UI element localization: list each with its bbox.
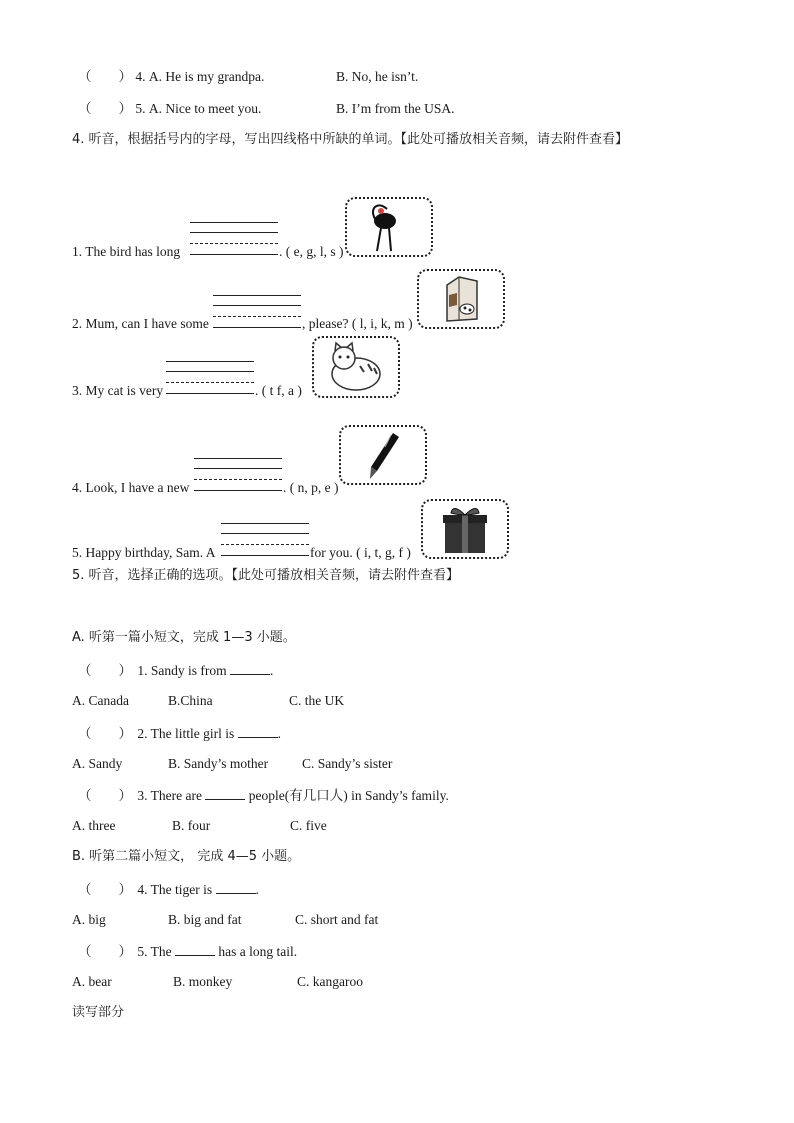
- question-1-option-c[interactable]: C. the UK: [289, 693, 345, 708]
- question-5-option-c[interactable]: C. kangaroo: [297, 974, 363, 989]
- answer-blank[interactable]: [230, 661, 270, 675]
- answer-paren[interactable]: （ ）: [78, 101, 132, 116]
- top-item-4-option-b: B. No, he isn’t.: [336, 69, 419, 84]
- question-3-option-a[interactable]: A. three: [72, 818, 116, 833]
- answer-blank[interactable]: [205, 786, 245, 800]
- item-number: 5.: [135, 101, 146, 116]
- question-stem: 2. The little girl is: [137, 726, 235, 741]
- answer-paren[interactable]: （ ）: [78, 788, 132, 803]
- top-item-5-option-b: B. I’m from the USA.: [336, 101, 455, 116]
- option-a: A. Nice to meet you.: [148, 101, 262, 116]
- question-3-option-b[interactable]: B. four: [172, 818, 211, 833]
- answer-blank[interactable]: [238, 724, 278, 738]
- question-stem: 4. The tiger is: [137, 882, 213, 897]
- question-4: [78, 880, 259, 899]
- question-5-option-b[interactable]: B. monkey: [173, 974, 233, 989]
- question-1-option-a[interactable]: A. Canada: [72, 693, 129, 708]
- item-number: 4.: [135, 69, 146, 84]
- milk-carton-picture: [417, 269, 505, 329]
- four-line-grid-2[interactable]: [213, 295, 301, 329]
- four-line-grid-5[interactable]: [221, 523, 309, 557]
- question-3-option-c[interactable]: C. five: [290, 818, 327, 833]
- four-line-grid-4[interactable]: [194, 458, 282, 492]
- section-4-title: 4. 听音，根据括号内的字母，写出四线格中所缺的单词。【此处可播放相关音频，请去附件查看】: [72, 132, 629, 147]
- top-item-5: [78, 100, 261, 118]
- fill-item-1-after: . ( e, g, l, s ): [279, 244, 344, 259]
- fat-cat-icon: [314, 338, 398, 396]
- question-4-option-b[interactable]: B. big and fat: [168, 912, 242, 927]
- fat-cat-picture: [312, 336, 400, 398]
- gift-box-picture: [421, 499, 509, 559]
- milk-carton-icon: [419, 271, 503, 327]
- question-1-option-b[interactable]: B.China: [168, 693, 213, 708]
- fill-item-3-before: 3. My cat is very: [72, 383, 164, 398]
- pen-picture: [339, 425, 427, 485]
- part-a-heading: A. 听第一篇小短文，完成 1—3 小题。: [72, 630, 296, 645]
- fill-item-3-after: . ( t f, a ): [255, 383, 302, 398]
- section-5-title: 5. 听音，选择正确的选项。【此处可播放相关音频，请去附件查看】: [72, 568, 460, 583]
- answer-blank[interactable]: [216, 880, 256, 894]
- question-stem-end: .: [255, 882, 259, 897]
- question-stem-end: .: [277, 726, 281, 741]
- part-b-heading: B. 听第二篇小短文， 完成 4—5 小题。: [72, 849, 301, 864]
- question-3: [78, 786, 449, 805]
- fill-item-2-after: , please? ( l, i, k, m ): [302, 316, 413, 331]
- fill-item-5-after: for you. ( i, t, g, f ): [310, 545, 411, 560]
- answer-blank[interactable]: [175, 942, 215, 956]
- question-stem-end: has a long tail.: [218, 944, 298, 959]
- four-line-grid-3[interactable]: [166, 361, 254, 395]
- question-stem-end: .: [270, 663, 274, 678]
- pen-icon: [341, 427, 425, 483]
- question-stem: 1. Sandy is from: [137, 663, 227, 678]
- four-line-grid-1[interactable]: [190, 222, 278, 256]
- answer-paren[interactable]: （ ）: [78, 882, 132, 897]
- question-4-option-c[interactable]: C. short and fat: [295, 912, 379, 927]
- question-stem-end: people(有几口人) in Sandy’s family.: [248, 788, 449, 803]
- fill-item-4-after: . ( n, p, e ): [283, 480, 339, 495]
- question-5: [78, 942, 297, 961]
- question-stem: 3. There are: [137, 788, 202, 803]
- question-2-option-c[interactable]: C. Sandy’s sister: [302, 756, 393, 771]
- answer-paren[interactable]: （ ）: [78, 69, 132, 84]
- question-5-option-a[interactable]: A. bear: [72, 974, 112, 989]
- question-4-option-a[interactable]: A. big: [72, 912, 106, 927]
- fill-item-2-before: 2. Mum, can I have some: [72, 316, 209, 331]
- question-2: [78, 724, 281, 743]
- answer-paren[interactable]: （ ）: [78, 726, 132, 741]
- answer-paren[interactable]: （ ）: [78, 944, 132, 959]
- ostrich-picture: [345, 197, 433, 257]
- question-2-option-a[interactable]: A. Sandy: [72, 756, 123, 771]
- option-a: A. He is my grandpa.: [148, 69, 265, 84]
- fill-item-1-before: 1. The bird has long: [72, 244, 181, 259]
- answer-paren[interactable]: （ ）: [78, 663, 132, 678]
- ostrich-icon: [347, 199, 431, 255]
- top-item-4: [78, 68, 264, 86]
- fill-item-4-before: 4. Look, I have a new: [72, 480, 190, 495]
- question-2-option-b[interactable]: B. Sandy’s mother: [168, 756, 269, 771]
- question-1: [78, 661, 273, 680]
- gift-box-icon: [423, 501, 507, 557]
- reading-writing-heading: 读写部分: [72, 1005, 125, 1020]
- question-stem: 5. The: [137, 944, 172, 959]
- fill-item-5-before: 5. Happy birthday, Sam. A: [72, 545, 216, 560]
